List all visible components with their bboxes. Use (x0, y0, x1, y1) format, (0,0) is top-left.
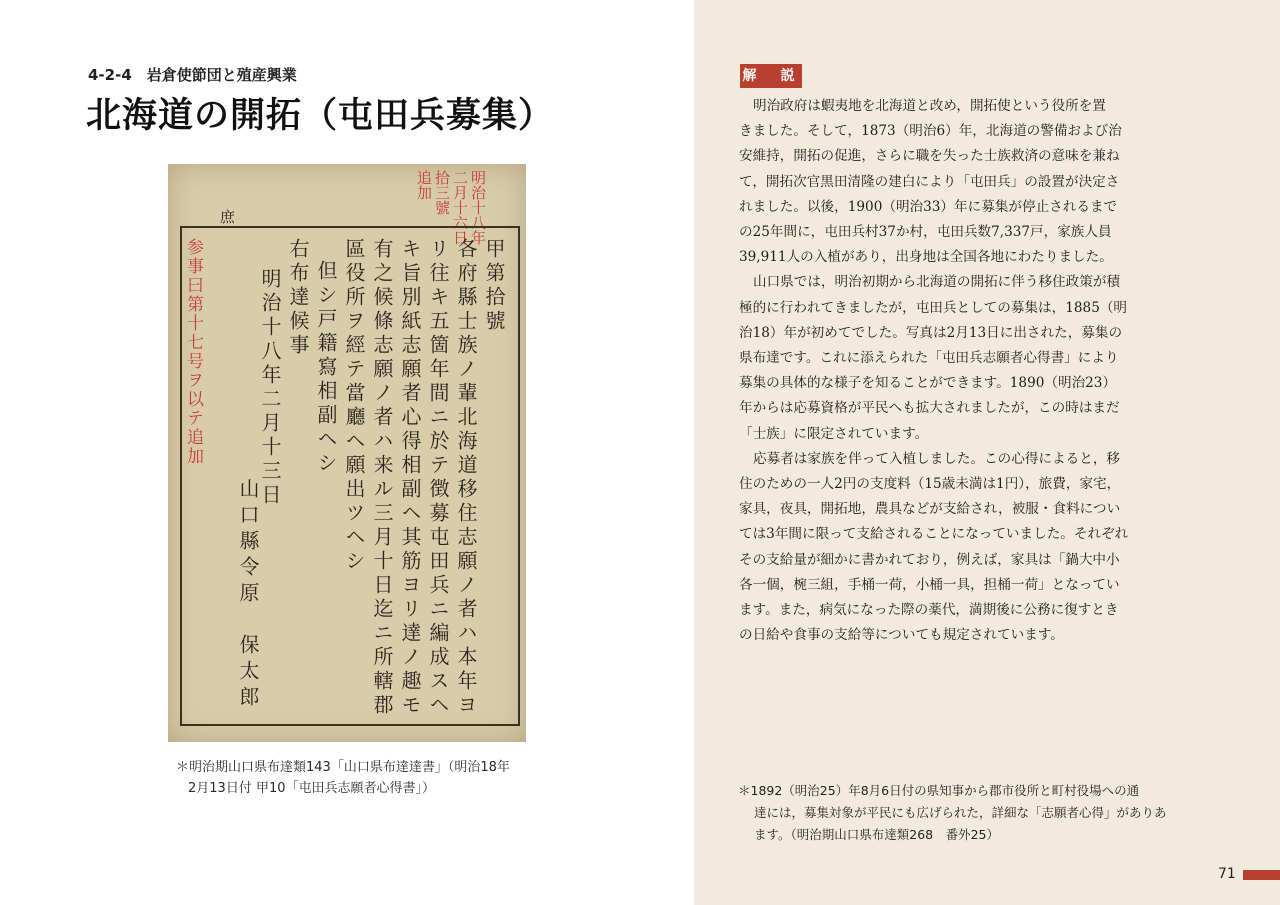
footnote-line: ＊1892（明治25）年8月6日付の県知事から郡市役所と町村役場への通 (738, 783, 1140, 798)
document-column-3: リ往キ五箇年間ニ於テ徴募屯田兵ニ編成スヘ (426, 238, 450, 718)
body-line: の25年間に，屯田兵村37か村，屯田兵数7,337戸，家族人員 (739, 224, 1112, 241)
page-number-bar (1243, 870, 1280, 880)
document-signature: 山口縣令原 保太郎 (236, 478, 260, 712)
document-corner-mark: 庶 (220, 208, 236, 226)
document-column-1: 甲第拾號 (482, 238, 506, 334)
body-line: 明治政府は蝦夷地を北海道と改め，開拓使という役所を置 (753, 98, 1106, 114)
body-line: その支給量が細かに書かれており，例えば，家具は「鍋大中小 (739, 551, 1120, 568)
commentary-body (739, 94, 1197, 648)
body-line: 県布達です。これに添えられた「屯田兵志願者心得書」により (739, 350, 1119, 367)
body-line: 住のための一人2円の支度料（15歳未満は1円），旅費，家宅， (739, 476, 1121, 493)
red-stamp-line-2: 二月十六日 (451, 170, 469, 245)
body-line: て，開拓次官黒田清隆の建白により「屯田兵」の設置が決定さ (739, 173, 1120, 190)
photo-caption (176, 757, 536, 799)
document-column-9: 明治十八年二月十三日 (258, 268, 282, 508)
document-column-2: 各府縣士族ノ輩北海道移住志願ノ者ハ本年ヨ (454, 238, 478, 718)
red-side-annotation: 参事曰第十七号ヲ以テ追加 (183, 238, 203, 466)
body-line: 年からは応募資格が平民へも拡大されましたが，この時はまだ (739, 400, 1120, 417)
body-line: 39,911人の入植があり，出身地は全国各地にわたりました。 (739, 249, 1113, 266)
body-line: 治18）年が初めてでした。写真は2月13日に出された，募集の (739, 324, 1123, 341)
body-line: ては3年間に限って支給されることになっていました。それぞれ (739, 526, 1129, 543)
body-line: 安維持，開拓の促進，さらに職を失った士族救済の意味を兼ね (739, 148, 1120, 165)
body-line: 山口県では，明治初期から北海道の開拓に伴う移住政策が積 (753, 274, 1121, 291)
footnote-line: ます。（明治期山口県布達類268 番外25） (754, 827, 1000, 842)
document-column-6: 區役所ヲ經テ當廳ヘ願出ツヘシ (342, 238, 366, 574)
body-line: の日給や食事の支給等についても規定されています。 (739, 627, 1064, 644)
document-column-4: キ旨別紙志願者心得相副ヘ其筋ヨリ達ノ趣モ (398, 238, 422, 718)
caption-line-1: ＊明治期山口県布達類143「山口県布達達書」（明治18年 (176, 760, 510, 775)
historical-document-photo (168, 164, 526, 742)
red-stamp-line-1: 明治十八年 (469, 170, 487, 245)
body-line: れました。以後，1900（明治33）年に募集が停止されるまで (739, 198, 1118, 215)
body-line: 「士族」に限定されています。 (739, 425, 929, 442)
document-column-7: 但シ戸籍寫相副ヘシ (314, 260, 338, 476)
body-line: きました。そして，1873（明治6）年，北海道の警備および治 (739, 123, 1122, 140)
red-stamp-line-4: 追加 (415, 170, 433, 200)
body-line: 家具，夜具，開拓地，農具などが支給され，被服・食料につい (739, 501, 1121, 518)
body-line: 各一個，椀三組，手桶一荷，小桶一具，担桶一荷」となってい (739, 576, 1120, 593)
commentary-badge: 解 説 (740, 64, 802, 88)
body-line: 募集の具体的な様子を知ることができます。1890（明治23） (739, 375, 1117, 392)
document-column-8: 右布達候事 (286, 238, 310, 358)
footnote-line: 達には，募集対象が平民にも広げられた，詳細な「志願者心得」がありあ (754, 805, 1167, 820)
section-heading: 4-2-4 岩倉使節団と殖産興業 (88, 66, 297, 84)
body-line: 極的に行われてきましたが，屯田兵としての募集は，1885（明 (739, 299, 1128, 316)
document-column-5: 有之候條志願ノ者ハ来ル三月十日迄ニ所轄郡 (370, 238, 394, 718)
red-stamp-line-3: 拾三號 (433, 170, 451, 215)
footnote (738, 780, 1200, 846)
page-number: 71 (1218, 866, 1236, 882)
body-line: ます。また，病気になった際の薬代，満期後に公務に復すとき (739, 602, 1119, 619)
document-frame (180, 226, 520, 726)
page-title: 北海道の開拓（屯田兵募集） (86, 95, 555, 136)
caption-line-2: 2月13日付 甲10「屯田兵志願者心得書」） (188, 781, 435, 796)
body-line: 応募者は家族を伴って入植しました。この心得によると，移 (753, 450, 1121, 467)
